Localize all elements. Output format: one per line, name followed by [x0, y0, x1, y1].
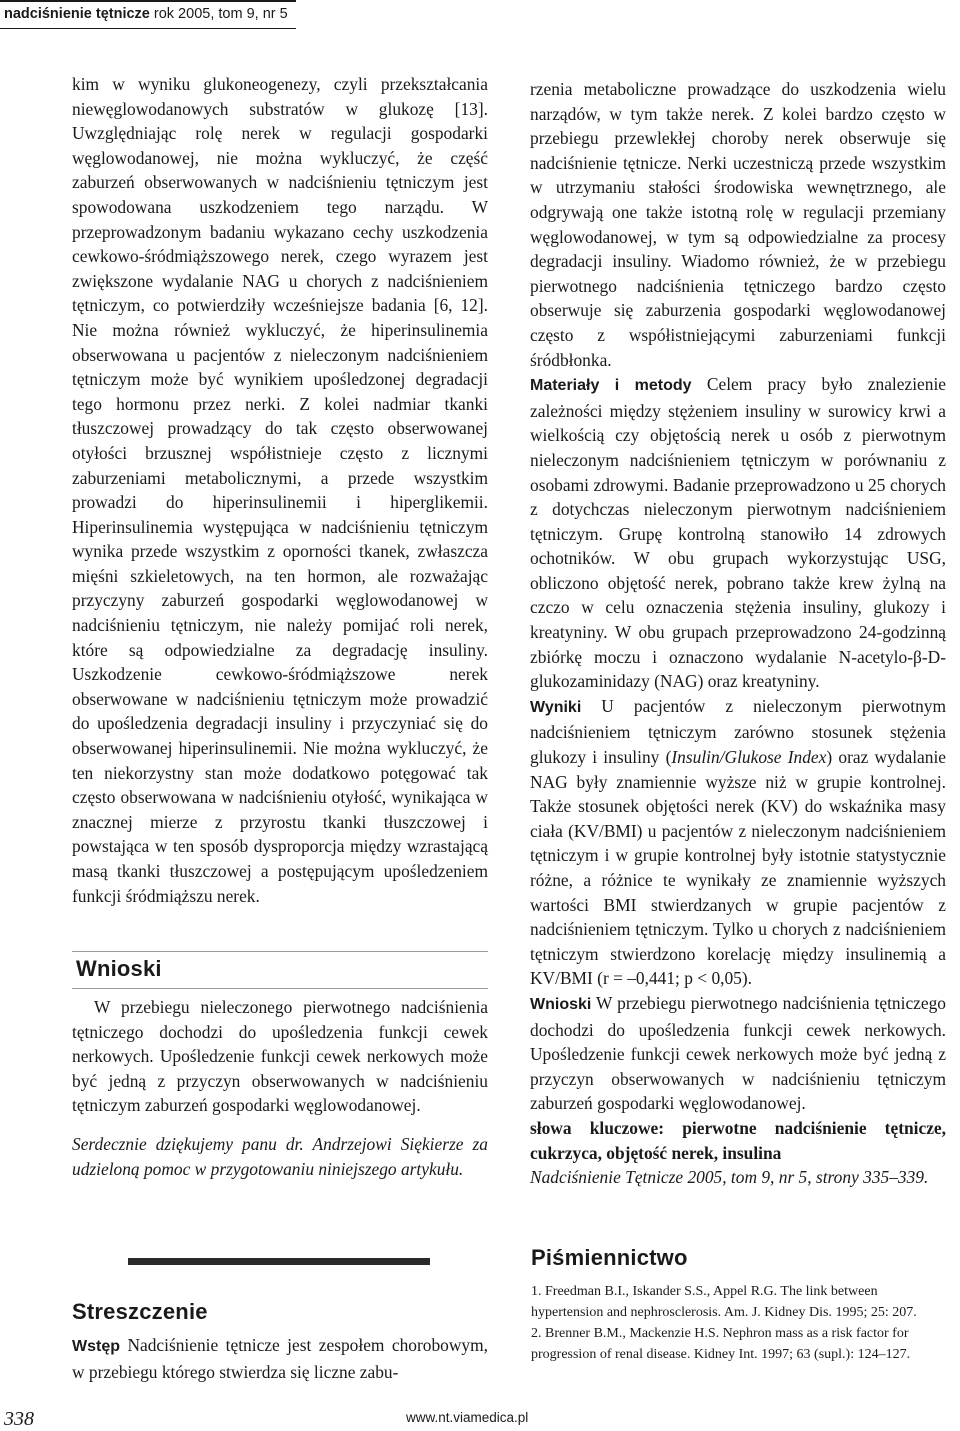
right-column-body	[530, 77, 946, 1190]
page-number: 338	[4, 1408, 34, 1430]
section-divider	[72, 951, 488, 952]
abstract-heading: Streszczenie	[72, 1299, 208, 1324]
methods-label: Materiały i metody	[530, 377, 692, 395]
references-heading: Piśmiennictwo	[531, 1245, 688, 1270]
results-label: Wyniki	[530, 698, 582, 716]
abstract-intro-text: Nadciśnienie tętnicze jest zespołem chorobowym, w przebiegu którego stwierdza się liczne zabu-	[72, 1335, 488, 1382]
abstract-intro-continued: rzenia metaboliczne prowadzące do uszkodzenia wielu narządów, w tym także nerek. Z kolei bardzo często w przebiegu przewlekłej choroby nerek obserwuje się nadciśnienie tętnicze. Nerki uczestniczą przede wszystkim w utrzymaniu stałości środowiska wewnętrznego, ale odgrywają one także istotną rolę w regulacji przemiany węglowodanowej, w tym są odpowiedzialne za procesy degradacji insuliny. Wiadomo również, że w przebiegu pierwotnego nadciśnienia tętniczego bardzo często obserwuje się zaburzenia gospodarki węglowodanowej często z współistniejącymi zaburzeniami funkcji śródbłonka.	[530, 79, 946, 370]
conclusions-heading: Wnioski	[76, 956, 162, 981]
abstract-intro	[72, 1333, 488, 1384]
results-index-term: Insulin/Glukose Index	[671, 747, 827, 768]
left-column-body	[72, 72, 488, 908]
abstract-conclusions-text: W przebiegu pierwotnego nadciśnienia tętniczego dochodzi do upośledzenia funkcji cewek nerkowych. Upośledzenie funkcji cewek nerkowych może być jedną z przyczyn obserwowanych w nadciśnieniu tętniczym zaburzeń gospodarki węglowodanowej.	[530, 992, 946, 1114]
reference-item: 1. Freedman B.I., Iskander S.S., Appel R.G. The link between hypertension and nephrosclerosis. Am. J. Kidney Dis. 1995; 25: 207.	[531, 1284, 917, 1320]
abstract-conclusions-label: Wnioski	[530, 995, 592, 1013]
reference-item: 2. Brenner B.M., Mackenzie H.S. Nephron mass as a risk factor for progression of renal disease. Kidney Int. 1997; 63 (supl.): 124–127.	[531, 1326, 911, 1362]
discussion-paragraph: kim w wyniku glukoneogenezy, czyli przekształcania niewęglowodanowych substratów w glukozę [13]. Uwzględniając rolę nerek w regulacji gospodarki węglowodanowej, nie można wykluczyć, że część zaburzeń obserwowanych w nadciśnieniu tętniczym jest spowodowana uszkodzeniem tego narządu. W przeprowadzonym badaniu wykazano cechy uszkodzenia cewkowo-śródmiąższowego nerek, czego wyrazem jest zwiększone wydalanie NAG u chorych z nadciśnieniem tętniczym, co potwierdziły wcześniejsze badania [6, 12]. Nie można również wykluczyć, że hiperinsulinemia obserwowana u pacjentów z nieleczonym nadciśnieniem tętniczym może być wynikiem upośledzonej degradacji tego hormonu przez nerki. Z kolei nadmiar tkanki tłuszczowej prowadzący do tak często obserwowanej otyłości brzusznej współistnieje często z licznymi zaburzeniami metabolicznymi, a przede wszystkim prowadzi do hiperinsulinemii i hiperglikemii. Hiperinsulinemia występująca w nadciśnieniu tętniczym wynika przede wszystkim z oporności tkanek, zwłaszcza mięśni szkieletowych, na ten hormon, ale rozważając przyczyny zaburzeń gospodarki węglowodanowej w nadciśnieniu tętniczym, nie należy pomijać roli nerek, które są odpowiedzialne za degradację insuliny. Uszkodzenie cewkowo-śródmiąższowe nerek obserwowane w nadciśnieniu tętniczym może prowadzić do upośledzenia degradacji insuliny i przyczyniać się do obserwowanej hiperinsulinemii. Nie można wykluczyć, że ten niekorzystny stan może dodatkowo potęgować tak często obserwowana w nadciśnieniu otyłość, wynikająca w znacznej mierze z przyrostu tkanki tłuszczowej i powstająca w ten sposób dysproporcja między wzrastającą masą tkanki tłuszczowej a postępującym upośledzeniem funkcji śródmiąższu nerek.	[72, 74, 488, 906]
results-text: U pacjentów z nieleczonym pierwotnym nadciśnieniem tętniczym zarówno stosunek stężenia glukozy i insuliny (	[530, 695, 946, 768]
footer-url: www.nt.viamedica.pl	[406, 1410, 529, 1425]
references-list	[531, 1281, 947, 1365]
decorative-bar	[128, 1258, 430, 1265]
results-text-continued: ) oraz wydalanie NAG były znamiennie wyższe niż w grupie kontrolnej. Także stosunek objętości nerek (KV) do wskaźnika masy ciała (KV/BMI) u pacjentów z nieleczonym nadciśnieniem tętniczym i w grupie kontrolnej były istotnie statystycznie różne, a różnice te wynikały ze znamiennie wyższych wartości BMI stwierdzanych w grupie pacjentów z nadciśnieniem tętniczym. Tylko u chorych z nadciśnieniem tętniczym stwierdzono korelację między insulinemią a KV/BMI (r = –0,441; p < 0,05).	[530, 747, 946, 989]
abstract-intro-label: Wstęp	[72, 1338, 120, 1355]
issue-info: rok 2005, tom 9, nr 5	[149, 6, 288, 22]
citation-line: Nadciśnienie Tętnicze 2005, tom 9, nr 5, strony 335–339.	[530, 1167, 929, 1188]
running-header	[0, 0, 296, 29]
section-divider	[72, 988, 488, 989]
journal-name: nadciśnienie tętnicze	[4, 6, 150, 22]
keywords: słowa kluczowe: pierwotne nadciśnienie tętnicze, cukrzyca, objętość nerek, insulina	[530, 1117, 946, 1163]
methods-text: Celem pracy było znalezienie zależności między stężeniem insuliny w surowicy krwi a wielkością czy objętością nerek u osób z pierwotnym nieleczonym nadciśnieniem tętniczym w porównaniu z osobami zdrowymi. Badanie przeprowadzono u 25 chorych z dotychczas nieleczonym pierwotnym nadciśnieniem tętniczym. Grupę kontrolną stanowiło 14 zdrowych ochotników. W obu grupach wykorzystując USG, obliczono objętość nerek, pobrano także krew żylną na czczo w celu oznaczenia stężenia insuliny, glukozy i kreatyniny. W obu grupach przeprowadzono 24-godzinną zbiórkę moczu i oznaczono wydalanie N-acetylo-β-D-glukozaminidazy (NAG) oraz kreatyniny.	[530, 374, 946, 692]
acknowledgement: Serdecznie dziękujemy panu dr. Andrzejowi Siękierze za udzieloną pomoc w przygotowaniu niniejszego artykułu.	[72, 1133, 488, 1179]
conclusions-text: W przebiegu nieleczonego pierwotnego nadciśnienia tętniczego dochodzi do upośledzenia funkcji cewek nerkowych. Upośledzenie funkcji cewek nerkowych może być jedną z przyczyn obserwowanych w nadciśnieniu tętniczym zaburzeń gospodarki węglowodanowej.	[72, 997, 488, 1116]
conclusions-section	[72, 995, 488, 1181]
